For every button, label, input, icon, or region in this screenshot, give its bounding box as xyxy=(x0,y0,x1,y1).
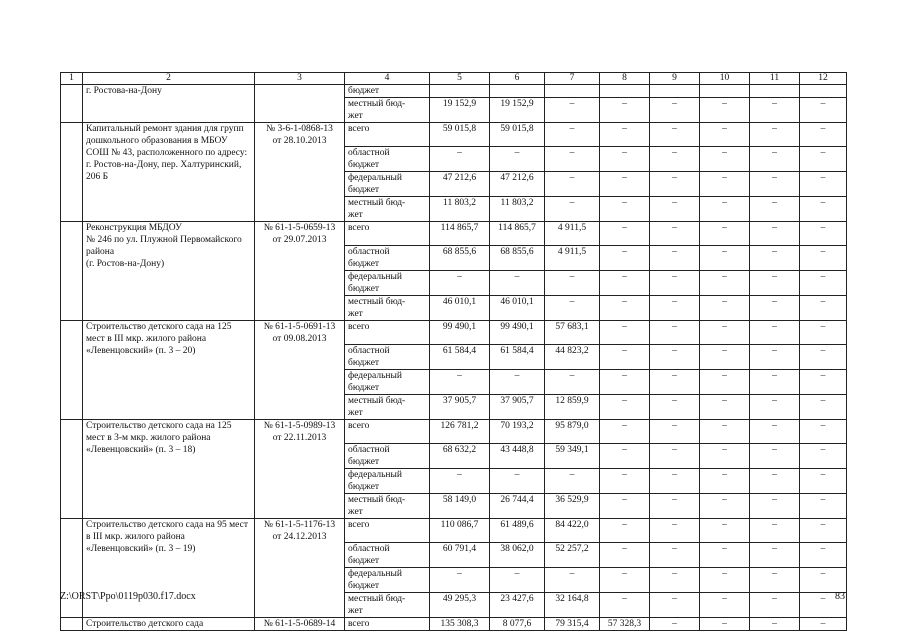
value-cell: – xyxy=(700,519,750,543)
value-cell: – xyxy=(700,123,750,147)
value-cell xyxy=(430,85,490,98)
value-cell: – xyxy=(650,395,700,420)
registration-number: № 61-1-5-0659-13 от 29.07.2013 xyxy=(255,222,345,321)
value-cell: – xyxy=(800,172,847,197)
value-cell: – xyxy=(800,123,847,147)
registration-number: № 61-1-5-0689-14 xyxy=(255,618,345,631)
table-row xyxy=(61,420,847,444)
value-cell: – xyxy=(545,271,600,296)
value-cell: – xyxy=(650,543,700,568)
value-cell: – xyxy=(430,469,490,494)
value-cell: – xyxy=(800,395,847,420)
value-cell: – xyxy=(800,519,847,543)
value-cell: – xyxy=(800,618,847,631)
value-cell: – xyxy=(650,147,700,172)
value-cell: 36 529,9 xyxy=(545,494,600,519)
funding-source: всего xyxy=(345,519,430,543)
value-cell: – xyxy=(600,123,650,147)
value-cell: 68 855,6 xyxy=(430,246,490,271)
value-cell: – xyxy=(750,469,800,494)
value-cell: 79 315,4 xyxy=(545,618,600,631)
value-cell: – xyxy=(700,568,750,593)
registration-cell xyxy=(255,85,345,123)
value-cell: – xyxy=(600,494,650,519)
value-cell: – xyxy=(650,345,700,370)
value-cell: 52 257,2 xyxy=(545,543,600,568)
value-cell xyxy=(490,85,545,98)
value-cell: – xyxy=(750,197,800,222)
budget-table xyxy=(60,72,847,631)
value-cell: – xyxy=(490,271,545,296)
value-cell: 68 632,2 xyxy=(430,444,490,469)
value-cell: – xyxy=(600,469,650,494)
funding-source: местный бюд- жет xyxy=(345,197,430,222)
object-name: Строительство детского сада на 95 мест в III мкр. жилого района «Левенцовский» (п. 3 – 19) xyxy=(83,519,255,618)
value-cell: 99 490,1 xyxy=(490,321,545,345)
value-cell: – xyxy=(700,444,750,469)
table-row xyxy=(61,85,847,98)
registration-number: № 3-6-1-0868-13 от 28.10.2013 xyxy=(255,123,345,222)
value-cell: – xyxy=(650,222,700,246)
value-cell: – xyxy=(750,519,800,543)
value-cell: – xyxy=(700,98,750,123)
value-cell: – xyxy=(700,420,750,444)
value-cell: – xyxy=(800,147,847,172)
value-cell: – xyxy=(750,395,800,420)
column-number: 11 xyxy=(750,73,800,85)
value-cell: – xyxy=(750,246,800,271)
value-cell: 49 295,3 xyxy=(430,593,490,618)
value-cell: – xyxy=(600,172,650,197)
funding-source: всего xyxy=(345,321,430,345)
value-cell: – xyxy=(800,420,847,444)
value-cell: – xyxy=(430,147,490,172)
column-number: 10 xyxy=(700,73,750,85)
value-cell: – xyxy=(545,370,600,395)
value-cell: 19 152,9 xyxy=(490,98,545,123)
column-number: 1 xyxy=(61,73,83,85)
value-cell: – xyxy=(700,147,750,172)
value-cell: 11 803,2 xyxy=(490,197,545,222)
value-cell: 46 010,1 xyxy=(430,296,490,321)
value-cell: – xyxy=(545,197,600,222)
value-cell: – xyxy=(490,469,545,494)
value-cell: – xyxy=(700,321,750,345)
funding-source: федеральный бюджет xyxy=(345,469,430,494)
value-cell: – xyxy=(700,345,750,370)
value-cell: – xyxy=(800,444,847,469)
table-row xyxy=(61,618,847,631)
value-cell: – xyxy=(600,147,650,172)
table-row xyxy=(61,321,847,345)
value-cell xyxy=(545,85,600,98)
value-cell: – xyxy=(490,568,545,593)
value-cell: – xyxy=(800,370,847,395)
value-cell: – xyxy=(800,469,847,494)
value-cell: – xyxy=(430,370,490,395)
funding-source: федеральный бюджет xyxy=(345,172,430,197)
header-row xyxy=(61,73,847,85)
value-cell: – xyxy=(545,147,600,172)
value-cell: 135 308,3 xyxy=(430,618,490,631)
funding-source: областной бюджет xyxy=(345,147,430,172)
footer-file-path: Z:\ORST\Ppo\0119p030.f17.docx xyxy=(60,591,196,602)
value-cell: – xyxy=(650,123,700,147)
value-cell: – xyxy=(650,568,700,593)
column-number: 2 xyxy=(83,73,255,85)
value-cell: – xyxy=(650,494,700,519)
funding-source: местный бюд- жет xyxy=(345,296,430,321)
value-cell: – xyxy=(490,147,545,172)
value-cell: – xyxy=(650,469,700,494)
value-cell xyxy=(600,85,650,98)
column-number: 3 xyxy=(255,73,345,85)
value-cell: 61 584,4 xyxy=(490,345,545,370)
value-cell xyxy=(750,85,800,98)
value-cell: – xyxy=(600,519,650,543)
object-name: Строительство детского сада xyxy=(83,618,255,631)
value-cell: – xyxy=(600,271,650,296)
value-cell: – xyxy=(650,246,700,271)
value-cell: – xyxy=(750,370,800,395)
funding-source: федеральный бюджет xyxy=(345,370,430,395)
value-cell: – xyxy=(600,370,650,395)
value-cell: – xyxy=(650,321,700,345)
value-cell: – xyxy=(600,246,650,271)
value-cell xyxy=(650,85,700,98)
value-cell: – xyxy=(430,271,490,296)
value-cell: – xyxy=(545,123,600,147)
value-cell: – xyxy=(545,568,600,593)
value-cell: – xyxy=(750,444,800,469)
value-cell: – xyxy=(800,321,847,345)
value-cell: – xyxy=(750,147,800,172)
value-cell: 8 077,6 xyxy=(490,618,545,631)
funding-source: бюджет xyxy=(345,85,430,98)
value-cell: – xyxy=(650,593,700,618)
value-cell: 61 584,4 xyxy=(430,345,490,370)
value-cell: – xyxy=(700,296,750,321)
value-cell: – xyxy=(700,593,750,618)
registration-number: № 61-1-5-1176-13 от 24.12.2013 xyxy=(255,519,345,618)
funding-source: местный бюд- жет xyxy=(345,494,430,519)
value-cell: – xyxy=(600,345,650,370)
value-cell: – xyxy=(700,494,750,519)
value-cell: – xyxy=(650,519,700,543)
value-cell: 58 149,0 xyxy=(430,494,490,519)
value-cell: – xyxy=(600,593,650,618)
value-cell: 19 152,9 xyxy=(430,98,490,123)
value-cell: 32 164,8 xyxy=(545,593,600,618)
value-cell: 47 212,6 xyxy=(430,172,490,197)
value-cell: 59 349,1 xyxy=(545,444,600,469)
registration-number: № 61-1-5-0989-13 от 22.11.2013 xyxy=(255,420,345,519)
value-cell: – xyxy=(700,271,750,296)
object-name: Строительство детского сада на 125 мест в III мкр. жилого района «Левенцовский» (п. 3 – 20) xyxy=(83,321,255,420)
value-cell: 95 879,0 xyxy=(545,420,600,444)
funding-source: областной бюджет xyxy=(345,345,430,370)
value-cell: – xyxy=(700,469,750,494)
value-cell: 37 905,7 xyxy=(430,395,490,420)
value-cell: 99 490,1 xyxy=(430,321,490,345)
value-cell: – xyxy=(800,271,847,296)
row-index-cell xyxy=(61,222,83,321)
value-cell: – xyxy=(600,543,650,568)
value-cell: – xyxy=(650,420,700,444)
funding-source: всего xyxy=(345,123,430,147)
value-cell: 84 422,0 xyxy=(545,519,600,543)
column-number: 6 xyxy=(490,73,545,85)
value-cell: – xyxy=(600,444,650,469)
value-cell: – xyxy=(800,568,847,593)
value-cell: – xyxy=(750,321,800,345)
value-cell: 61 489,6 xyxy=(490,519,545,543)
table-row xyxy=(61,519,847,543)
value-cell: – xyxy=(800,345,847,370)
value-cell: – xyxy=(600,296,650,321)
value-cell: – xyxy=(490,370,545,395)
value-cell: – xyxy=(750,543,800,568)
funding-source: всего xyxy=(345,222,430,246)
table-row xyxy=(61,123,847,147)
value-cell: – xyxy=(650,172,700,197)
funding-source: местный бюд- жет xyxy=(345,593,430,618)
registration-number: № 61-1-5-0691-13 от 09.08.2013 xyxy=(255,321,345,420)
value-cell: – xyxy=(650,618,700,631)
value-cell: – xyxy=(650,197,700,222)
value-cell: – xyxy=(600,321,650,345)
value-cell: – xyxy=(750,271,800,296)
value-cell: – xyxy=(750,568,800,593)
value-cell: – xyxy=(700,543,750,568)
value-cell: 57 328,3 xyxy=(600,618,650,631)
value-cell: – xyxy=(650,370,700,395)
value-cell: – xyxy=(545,98,600,123)
funding-source: всего xyxy=(345,420,430,444)
value-cell: – xyxy=(800,222,847,246)
value-cell: – xyxy=(750,123,800,147)
funding-source: областной бюджет xyxy=(345,543,430,568)
value-cell: – xyxy=(700,370,750,395)
value-cell: – xyxy=(700,222,750,246)
value-cell: – xyxy=(800,543,847,568)
value-cell: – xyxy=(750,345,800,370)
value-cell: 11 803,2 xyxy=(430,197,490,222)
funding-source: федеральный бюджет xyxy=(345,568,430,593)
value-cell: – xyxy=(650,98,700,123)
object-name: Капитальный ремонт здания для групп дошкольного образования в МБОУ СОШ № 43, расположенного по адресу: г. Ростов-на-Дону, пер. Халтуринский, 206 Б xyxy=(83,123,255,222)
value-cell: 126 781,2 xyxy=(430,420,490,444)
value-cell: 4 911,5 xyxy=(545,222,600,246)
value-cell: – xyxy=(600,98,650,123)
value-cell: – xyxy=(750,593,800,618)
row-index-cell xyxy=(61,519,83,618)
value-cell: 12 859,9 xyxy=(545,395,600,420)
value-cell: 114 865,7 xyxy=(490,222,545,246)
value-cell: – xyxy=(750,618,800,631)
funding-source: областной бюджет xyxy=(345,246,430,271)
value-cell: – xyxy=(800,98,847,123)
value-cell: – xyxy=(800,246,847,271)
row-index-cell xyxy=(61,618,83,631)
value-cell: 4 911,5 xyxy=(545,246,600,271)
value-cell: – xyxy=(650,444,700,469)
column-number: 9 xyxy=(650,73,700,85)
value-cell: – xyxy=(750,222,800,246)
value-cell: – xyxy=(750,296,800,321)
value-cell: – xyxy=(650,271,700,296)
value-cell: 110 086,7 xyxy=(430,519,490,543)
value-cell xyxy=(800,85,847,98)
value-cell: 59 015,8 xyxy=(430,123,490,147)
column-number: 4 xyxy=(345,73,430,85)
value-cell: 46 010,1 xyxy=(490,296,545,321)
column-number: 5 xyxy=(430,73,490,85)
value-cell: – xyxy=(600,568,650,593)
funding-source: областной бюджет xyxy=(345,444,430,469)
footer-page-number: 83 xyxy=(835,591,845,602)
value-cell: 26 744,4 xyxy=(490,494,545,519)
object-name: Строительство детского сада на 125 мест в 3-м мкр. жилого района «Левенцовский» (п. 3 – 18) xyxy=(83,420,255,519)
value-cell: – xyxy=(700,197,750,222)
value-cell: 59 015,8 xyxy=(490,123,545,147)
value-cell: – xyxy=(700,395,750,420)
row-index-cell xyxy=(61,420,83,519)
value-cell: – xyxy=(430,568,490,593)
value-cell: – xyxy=(700,618,750,631)
value-cell: 23 427,6 xyxy=(490,593,545,618)
value-cell: – xyxy=(545,469,600,494)
object-name: г. Ростова-на-Дону xyxy=(83,85,255,123)
value-cell: 37 905,7 xyxy=(490,395,545,420)
value-cell: 114 865,7 xyxy=(430,222,490,246)
funding-source: местный бюд- жет xyxy=(345,395,430,420)
value-cell: – xyxy=(600,197,650,222)
object-name: Реконструкция МБДОУ № 246 по ул. Плужной Первомайского района (г. Ростов-на-Дону) xyxy=(83,222,255,321)
value-cell: 60 791,4 xyxy=(430,543,490,568)
column-number: 12 xyxy=(800,73,847,85)
value-cell: – xyxy=(700,246,750,271)
value-cell: 43 448,8 xyxy=(490,444,545,469)
value-cell: 57 683,1 xyxy=(545,321,600,345)
row-index-cell xyxy=(61,321,83,420)
value-cell: – xyxy=(545,296,600,321)
value-cell: – xyxy=(700,172,750,197)
value-cell: – xyxy=(750,494,800,519)
value-cell: 70 193,2 xyxy=(490,420,545,444)
value-cell: – xyxy=(600,222,650,246)
value-cell: 38 062,0 xyxy=(490,543,545,568)
value-cell: – xyxy=(600,395,650,420)
value-cell: – xyxy=(600,420,650,444)
value-cell: – xyxy=(800,593,847,618)
value-cell: – xyxy=(650,296,700,321)
value-cell: – xyxy=(750,98,800,123)
value-cell: 47 212,6 xyxy=(490,172,545,197)
row-index-cell xyxy=(61,85,83,123)
value-cell: – xyxy=(800,197,847,222)
column-number: 8 xyxy=(600,73,650,85)
value-cell: – xyxy=(545,172,600,197)
funding-source: местный бюд- жет xyxy=(345,98,430,123)
column-number: 7 xyxy=(545,73,600,85)
value-cell xyxy=(700,85,750,98)
value-cell: – xyxy=(800,296,847,321)
funding-source: федеральный бюджет xyxy=(345,271,430,296)
table-row xyxy=(61,222,847,246)
value-cell: – xyxy=(750,420,800,444)
funding-source: всего xyxy=(345,618,430,631)
row-index-cell xyxy=(61,123,83,222)
value-cell: – xyxy=(800,494,847,519)
value-cell: 68 855,6 xyxy=(490,246,545,271)
value-cell: – xyxy=(750,172,800,197)
value-cell: 44 823,2 xyxy=(545,345,600,370)
